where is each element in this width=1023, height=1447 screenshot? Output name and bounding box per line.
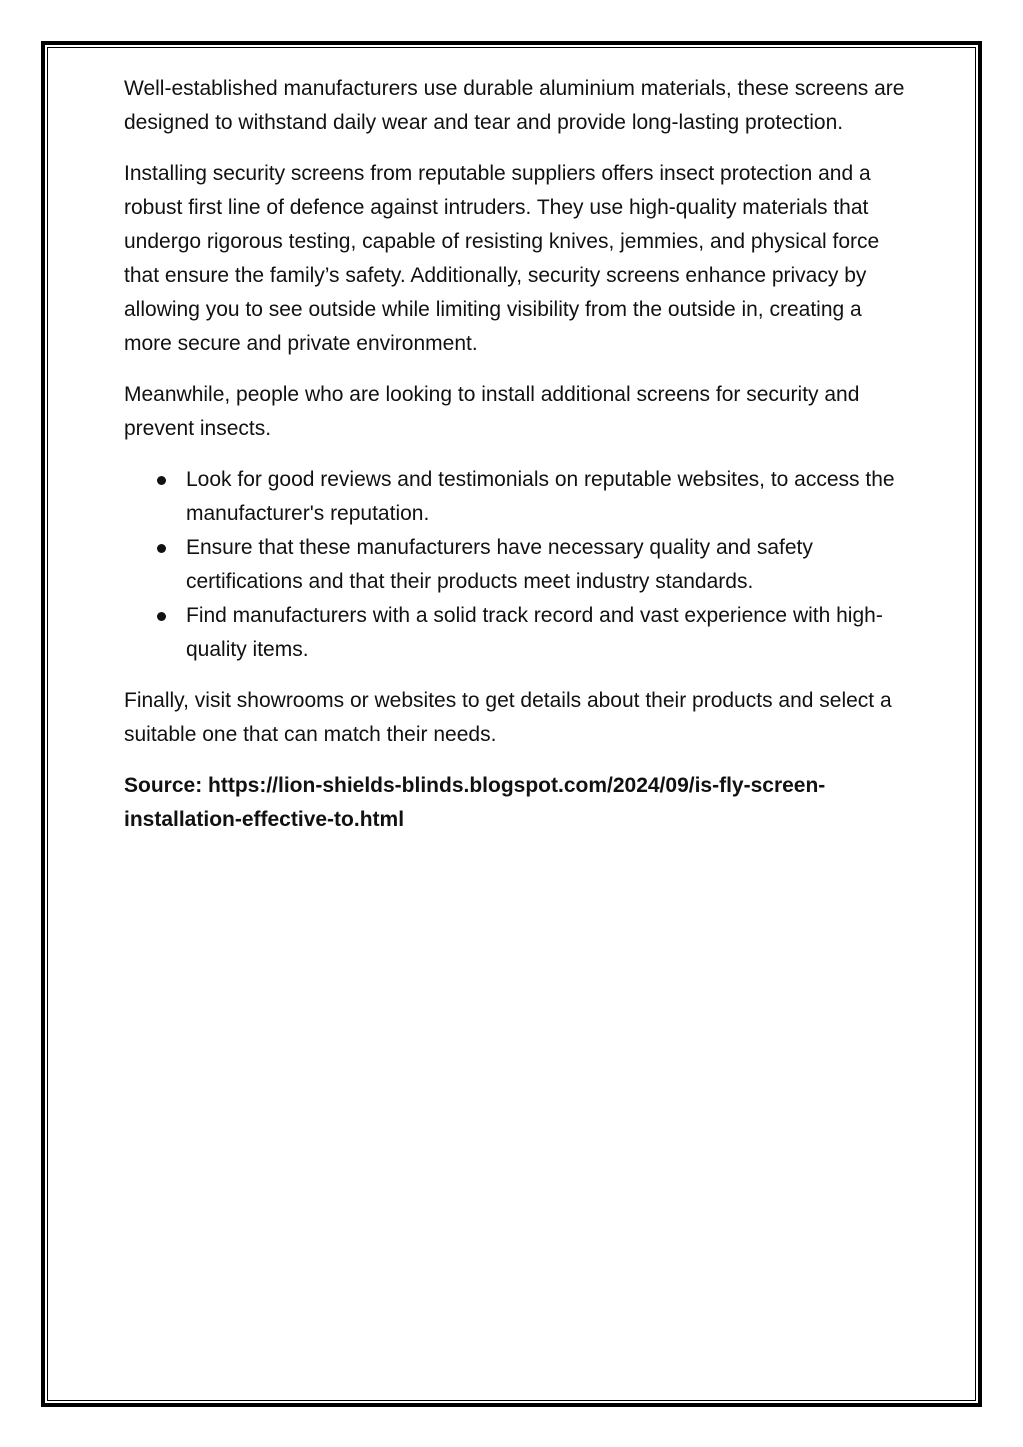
list-item [124,531,914,599]
document-body [124,72,914,854]
paragraph-meanwhile: Meanwhile, people who are looking to install additional screens for security and prevent insects. [124,383,860,440]
bullet-icon [157,612,166,621]
bullet-icon [157,476,166,485]
bullet-icon [157,544,166,553]
paragraph-security: Installing security screens from reputable suppliers offers insect protection and a robust first line of defence against intruders. They use high-quality materials that undergo rigorous testing, capable of resisting knives, jemmies, and physical force that ensure the family’s safety. Additionally, security screens enhance privacy by allowing you to see outside while limiting visibility from the outside in, creating a more secure and private environment. [124,162,880,355]
list-item [124,599,914,667]
paragraph-closing: Finally, visit showrooms or websites to get details about their products and select a suitable one that can match their needs. [124,689,892,746]
list-item-text: Look for good reviews and testimonials on reputable websites, to access the manufacturer's reputation. [186,468,895,525]
list-item [124,463,914,531]
tips-list [124,463,914,667]
paragraph-materials: Well-established manufacturers use durable aluminium materials, these screens are designed to withstand daily wear and tear and provide long-lasting protection. [124,77,905,134]
list-item-text: Find manufacturers with a solid track record and vast experience with high-quality items. [186,604,883,661]
source-link[interactable]: Source: https://lion-shields-blinds.blogspot.com/2024/09/is-fly-screen-installation-effective-to.html [124,774,826,831]
list-item-text: Ensure that these manufacturers have necessary quality and safety certifications and that their products meet industry standards. [186,536,813,593]
